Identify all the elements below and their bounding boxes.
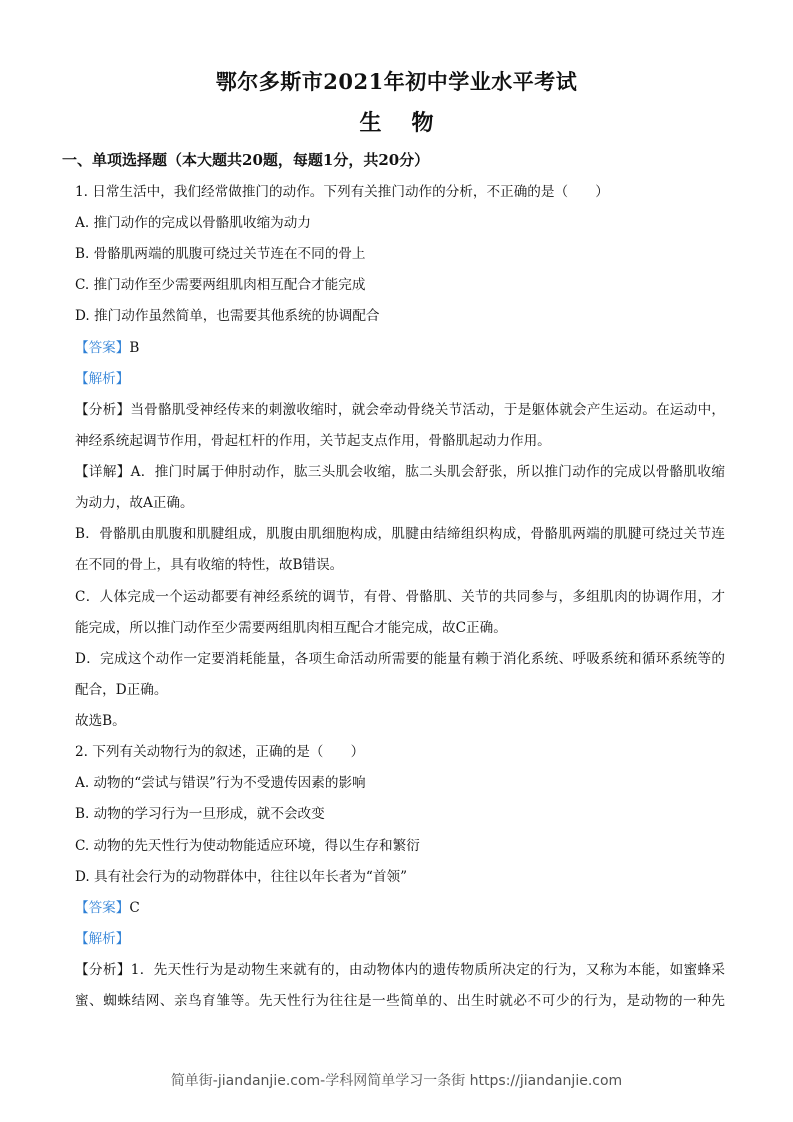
subject-title: 生物 — [359, 110, 464, 136]
q2-option-b: B. 动物的学习行为一旦形成，就不会改变 — [75, 806, 325, 822]
q1-option-d: D. 推门动作虽然简单，也需要其他系统的协调配合 — [75, 308, 380, 324]
q1-explain-line: 能完成，所以推门动作至少需要两组肌肉相互配合才能完成，故C正确。 — [75, 620, 507, 636]
q1-conclusion: 故选B。 — [75, 713, 126, 729]
q1-explain-line: 【分析】当骨骼肌受神经传来的刺激收缩时，就会牵动骨绕关节活动，于是躯体就会产生运动。在运动中， — [75, 402, 725, 418]
q1-explain-line: 神经系统起调节作用，骨起杠杆的作用，关节起支点作用，骨骼肌起动力作用。 — [75, 433, 551, 449]
q2-explain-line: 【分析】1．先天性行为是动物生来就有的，由动物体内的遗传物质所决定的行为，又称为本能，如蜜蜂采 — [75, 962, 725, 978]
q1-explain-line: C．人体完成一个运动都要有神经系统的调节，有骨、骨骼肌、关节的共同参与，多组肌肉的协调作用，才 — [75, 589, 725, 605]
q1-answer — [75, 338, 725, 358]
q1-explain-line: 配合，D正确。 — [75, 682, 168, 698]
q1-explain-line: B．骨骼肌由肌腹和肌腱组成，肌腹由肌细胞构成，肌腱由结缔组织构成，骨骼肌两端的肌腱可绕过关节连 — [75, 526, 725, 542]
q1-explain-line: D．完成这个动作一定要消耗能量，各项生命活动所需要的能量有赖于消化系统、呼吸系统和循环系统等的 — [75, 651, 725, 667]
q2-option-d: D. 具有社会行为的动物群体中，往往以年长者为“首领” — [75, 869, 408, 885]
q2-option-c: C. 动物的先天性行为使动物能适应环境，得以生存和繁衍 — [75, 838, 420, 854]
q2-analysis-tag: 【解析】 — [75, 931, 130, 947]
page-footer: 简单街-jiandanjie.com-学科网简单学习一条街 https://jiandanjie.com — [170, 1073, 623, 1089]
q1-explain-line: 【详解】A．推门时属于伸肘动作，肱三头肌会收缩，肱二头肌会舒张，所以推门动作的完成以骨骼肌收缩 — [75, 464, 725, 480]
section-heading: 一、单项选择题（本大题共20题，每题1分，共20分） — [62, 151, 430, 169]
q1-analysis-tag: 【解析】 — [75, 371, 130, 387]
q1-explain-line: 为动力，故A正确。 — [75, 495, 194, 511]
q2-stem: 2. 下列有关动物行为的叙述，正确的是（ ） — [75, 744, 365, 760]
answer-tag: 【答案】 — [75, 340, 130, 356]
q2-option-a: A. 动物的“尝试与错误”行为不受遗传因素的影响 — [75, 775, 366, 791]
q1-option-c: C. 推门动作至少需要两组肌肉相互配合才能完成 — [75, 277, 366, 293]
q1-option-b: B. 骨骼肌两端的肌腹可绕过关节连在不同的骨上 — [75, 246, 366, 262]
answer-tag: 【答案】 — [75, 900, 130, 916]
answer-value: B — [129, 340, 140, 356]
exam-title: 鄂尔多斯市2021年初中学业水平考试 — [215, 69, 578, 94]
answer-value: C — [129, 900, 140, 916]
q1-option-a: A. 推门动作的完成以骨骼肌收缩为动力 — [75, 215, 311, 231]
q2-explain-line: 蜜、蜘蛛结网、亲鸟育雏等。先天性行为往往是一些简单的、出生时就必不可少的行为，是动物的一种先 — [75, 993, 725, 1009]
q1-explain-line: 在不同的骨上，具有收缩的特性，故B错误。 — [75, 557, 344, 573]
q2-answer — [75, 898, 725, 918]
q1-stem: 1. 日常生活中，我们经常做推门的动作。下列有关推门动作的分析，不正确的是（ ） — [75, 184, 609, 200]
